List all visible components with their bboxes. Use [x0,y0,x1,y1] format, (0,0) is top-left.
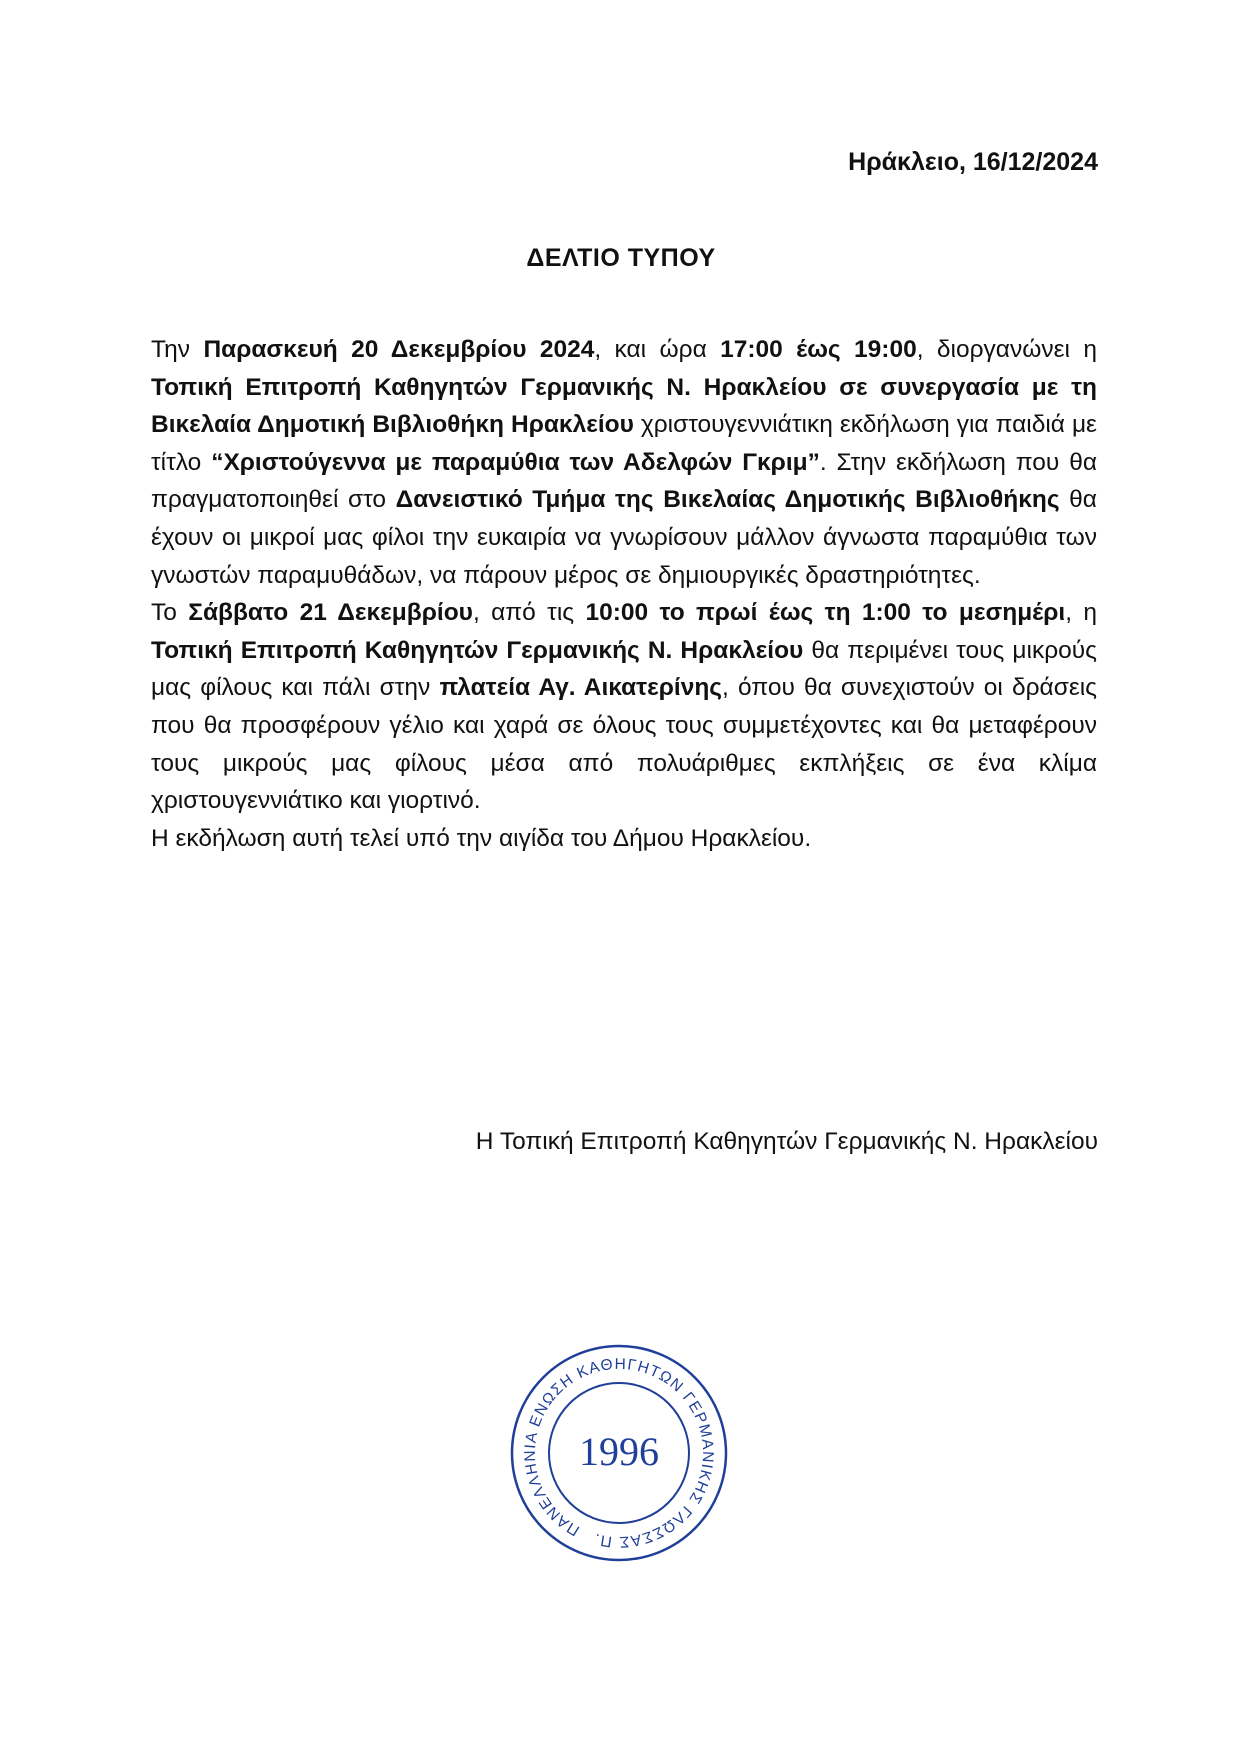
text-run: , η [1065,599,1097,627]
document-date: Ηράκλειο, 16/12/2024 [848,148,1098,176]
text-run: , διοργανώνει η [916,336,1097,363]
bold-text-run: “Χριστούγεννα με παραμύθια των Αδελφών Γκριμ” [211,448,820,476]
seal-year: 1996 [579,1429,659,1474]
bold-text-run: Τοπική Επιτροπή Καθηγητών Γερμανικής Ν. Ηρακλείου [151,636,804,664]
bold-text-run: 10:00 το πρωί έως τη 1:00 το μεσημέρι [585,599,1066,627]
bold-text-run: Σάββατο 21 Δεκεμβρίου [188,599,473,627]
text-run: Την [151,336,204,363]
paragraph-patronage: Η εκδήλωση αυτή τελεί υπό την αιγίδα του Δήμου Ηρακλείου. [151,824,812,852]
signature-line: Η Τοπική Επιτροπή Καθηγητών Γερμανικής Ν. Ηρακλείου [475,1128,1098,1155]
text-run: θα περιμένει τους μικρούς μας φίλους και πάλι στην [151,636,1097,702]
document-body [151,331,1097,857]
bold-text-run: πλατεία Αγ. Αικατερίνης [439,674,723,702]
text-run: , και ώρα [594,336,721,363]
text-run: , από τις [472,599,586,627]
text-run: θα έχουν οι μικροί μας φίλοι την ευκαιρία να γνωρίσουν μάλλον άγνωστα παραμύθια των γνωστών παραμυθάδων, να πάρουν μέρος σε δημιουργικές δραστηριότητες. [151,486,1097,589]
paragraph-saturday-event [151,594,1097,820]
paragraph-friday-event [151,331,1097,594]
bold-text-run: Δανειστικό Τμήμα της Βικελαίας Δημοτικής Βιβλιοθήκης [395,486,1060,514]
text-run: , όπου θα συνεχιστούν οι δράσεις που θα προσφέρουν γέλιο και χαρά σε όλους τους συμμετέχοντες και θα μεταφέρουν τους μικρούς μας φίλους μέσα από πολυάριθμες εκπλήξεις σε ένα κλίμα χριστουγεννιάτικο και γιορτινό. [151,674,1097,815]
text-run: . Στην εκδήλωση που θα πραγματοποιηθεί στο [151,448,1097,514]
bold-text-run: 17:00 έως 19:00 [720,336,917,363]
text-run: χριστουγεννιάτικη εκδήλωση για παιδιά με τίτλο [151,411,1097,476]
seal-ring-text: ΠΑΝΕΛΛΗΝΙΑ ΕΝΩΣΗ ΚΑΘΗΓΗΤΩΝ ΓΕΡΜΑΝΙΚΗΣ ΓΛΩΣΣΑΣ Π.Ε. [521,1355,717,1551]
association-seal [506,1340,732,1566]
bold-text-run: Παρασκευή 20 Δεκεμβρίου 2024 [203,336,595,363]
document-title: ΔΕΛΤΙΟ ΤΥΠΟΥ [526,244,716,272]
bold-text-run: Τοπική Επιτροπή Καθηγητών Γερμανικής Ν. Ηρακλείου σε συνεργασία με τη Βικελαία Δημοτική Βιβλιοθήκη Ηρακλείου [151,373,1097,439]
text-run: Το [151,599,189,627]
